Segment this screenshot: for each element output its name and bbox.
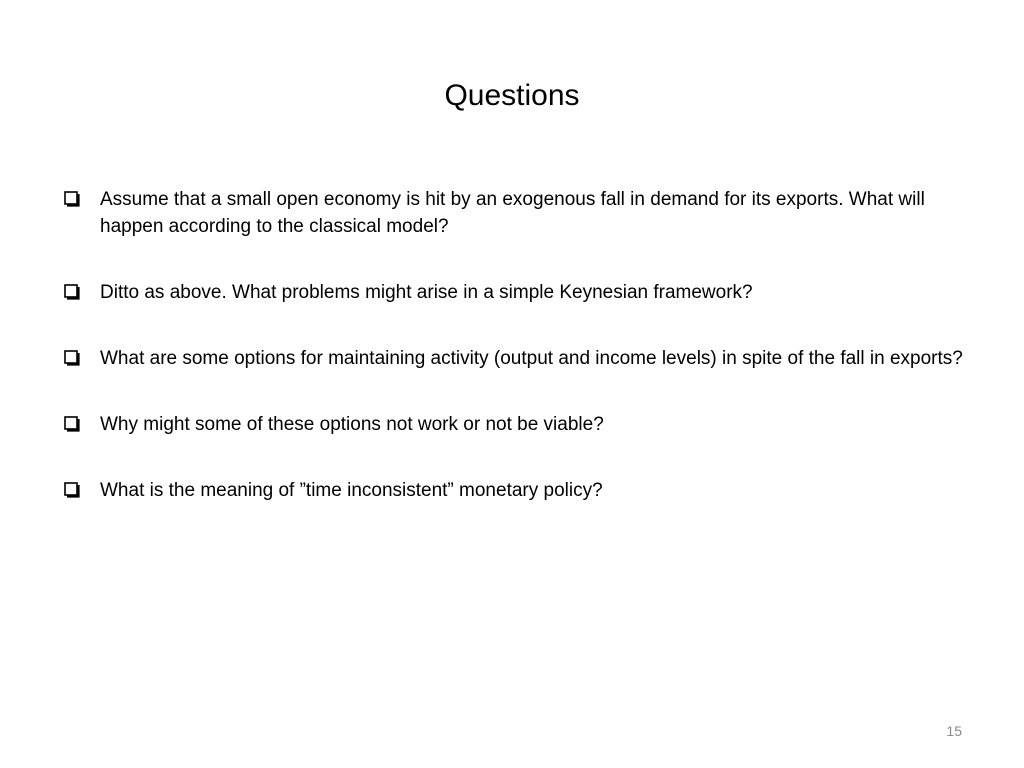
question-item: [64, 186, 964, 240]
checkbox-outline-icon: [64, 416, 81, 433]
question-text: What is the meaning of ”time inconsistent” monetary policy?: [100, 480, 603, 501]
checkbox-outline-icon: [64, 350, 81, 367]
checkbox-outline-icon: [64, 284, 81, 301]
question-text: Ditto as above. What problems might arise in a simple Keynesian framework?: [100, 282, 753, 303]
checkbox-outline-icon: [64, 482, 81, 499]
question-item: [64, 411, 964, 438]
question-list: [64, 186, 964, 543]
question-text: Why might some of these options not work or not be viable?: [100, 414, 604, 435]
checkbox-outline-icon: [64, 191, 81, 208]
page-number: 15: [946, 723, 962, 739]
question-item: [64, 279, 964, 306]
question-text: Assume that a small open economy is hit by an exogenous fall in demand for its exports. What will happen according to the classical model?: [100, 189, 925, 237]
slide-title: Questions: [444, 79, 580, 112]
question-item: [64, 477, 964, 504]
question-item: [64, 345, 964, 372]
question-text: What are some options for maintaining activity (output and income levels) in spite of the fall in exports?: [100, 348, 963, 369]
